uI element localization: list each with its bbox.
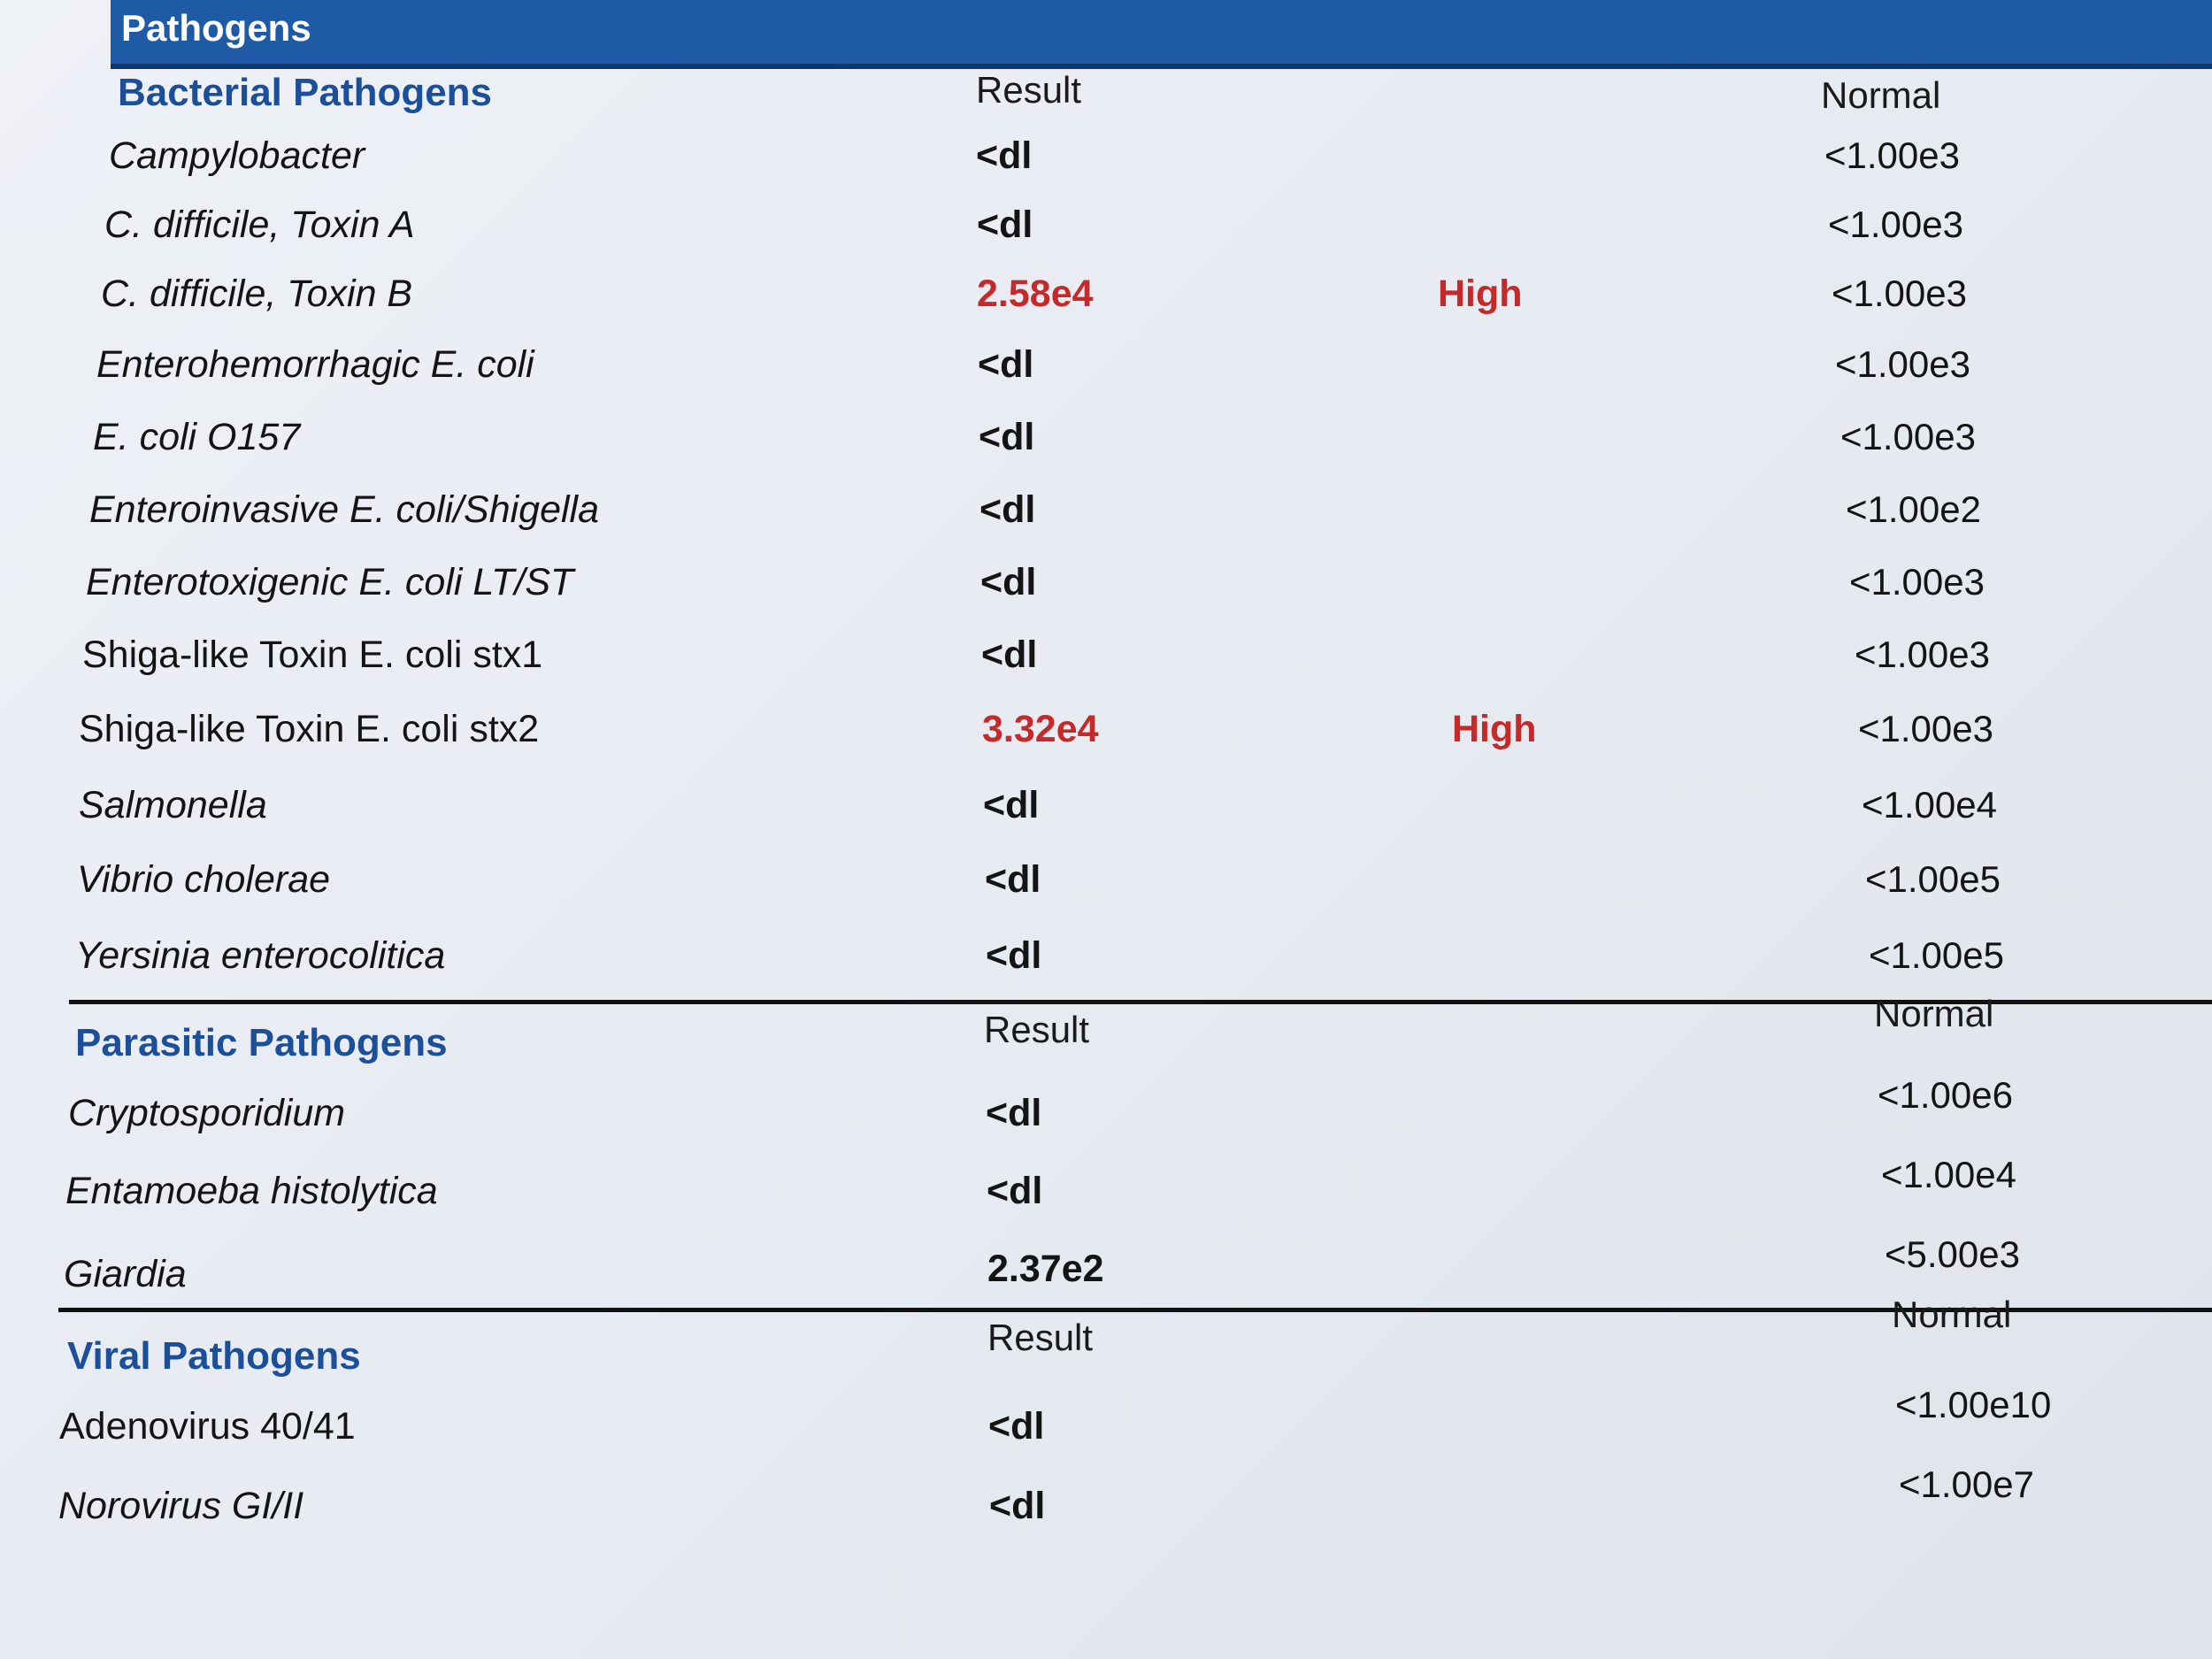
normal-range: <1.00e3 [1858,708,1993,749]
pathogen-name: Campylobacter [109,134,365,177]
banner-title: Pathogens [121,7,311,49]
normal-range: <1.00e3 [1840,416,1976,457]
result-value: 2.37e2 [987,1248,1104,1290]
table-row [0,784,2212,855]
result-value: <dl [979,416,1035,458]
result-value: <dl [980,561,1037,603]
pathogen-name: Giardia [64,1253,187,1295]
result-value: 3.32e4 [982,708,1099,750]
pathogen-name: Shiga-like Toxin E. coli stx2 [79,708,540,750]
table-row [0,1384,2212,1476]
result-value: <dl [987,1170,1043,1212]
normal-range: <1.00e4 [1881,1154,2016,1195]
normal-range: <1.00e10 [1895,1384,2052,1425]
pathogen-name: Vibrio cholerae [77,858,331,901]
normal-range: <1.00e6 [1878,1074,2013,1116]
high-flag: High [1438,273,1523,315]
table-row [0,1154,2212,1240]
result-value: <dl [986,1092,1042,1134]
pathogen-name: E. coli O157 [93,416,301,458]
pathogen-name: Enteroinvasive E. coli/Shigella [89,488,600,531]
normal-range: <1.00e5 [1865,858,2001,900]
result-value: <dl [978,343,1034,386]
section-title: Viral Pathogens [67,1334,361,1378]
pathogen-name: C. difficile, Toxin A [104,204,415,246]
pathogen-name: Entamoeba histolytica [65,1170,438,1212]
normal-range: <1.00e7 [1899,1463,2034,1505]
table-row [0,858,2212,929]
section-divider [58,1308,2212,1312]
pathogen-name: Yersinia enterocolitica [75,934,446,977]
result-value: <dl [989,1485,1046,1527]
pathogen-name: Norovirus GI/II [58,1485,304,1527]
result-value: <dl [976,134,1033,177]
table-row [0,1463,2212,1555]
normal-range: <1.00e3 [1835,343,1970,385]
pathogen-name: Enterotoxigenic E. coli LT/ST [86,561,574,603]
pathogen-name: Salmonella [79,784,267,826]
table-row [0,134,2212,205]
result-value: <dl [983,784,1040,826]
table-row [0,708,2212,779]
pathogen-name: Adenovirus 40/41 [59,1405,356,1448]
result-value: 2.58e4 [977,273,1094,315]
pathogen-name: C. difficile, Toxin B [101,273,413,315]
table-row [0,204,2212,274]
table-row [0,634,2212,704]
result-value: <dl [986,934,1042,977]
table-row [0,488,2212,559]
high-flag: High [1452,708,1537,750]
normal-range: <1.00e3 [1828,204,1963,245]
result-value: <dl [981,634,1038,676]
result-value: <dl [988,1405,1045,1448]
pathogen-name: Cryptosporidium [68,1092,346,1134]
table-row [0,273,2212,343]
table-row [0,561,2212,632]
normal-column-header: Normal [1874,993,1994,1034]
normal-range: <1.00e2 [1846,488,1981,530]
normal-column-header: Normal [1821,74,1941,116]
result-column-header: Result [976,69,1082,111]
result-value: <dl [977,204,1033,246]
normal-range: <1.00e3 [1832,273,1967,314]
section-title: Bacterial Pathogens [118,71,493,114]
result-column-header: Result [987,1317,1094,1358]
normal-range: <1.00e3 [1849,561,1985,603]
section-title: Parasitic Pathogens [75,1021,448,1064]
normal-range: <5.00e3 [1885,1233,2020,1275]
normal-range: <1.00e4 [1862,784,1997,826]
pathogen-name: Enterohemorrhagic E. coli [96,343,534,386]
table-row [0,1074,2212,1163]
normal-column-header: Normal [1892,1294,2012,1335]
result-value: <dl [985,858,1041,901]
table-row [0,416,2212,487]
normal-range: <1.00e5 [1869,934,2004,976]
normal-range: <1.00e3 [1855,634,1990,675]
table-row [0,343,2212,414]
result-column-header: Result [984,1009,1090,1050]
normal-range: <1.00e3 [1824,134,1960,176]
pathogen-name: Shiga-like Toxin E. coli stx1 [82,634,543,676]
result-value: <dl [979,488,1036,531]
pathogens-banner [111,0,2212,69]
